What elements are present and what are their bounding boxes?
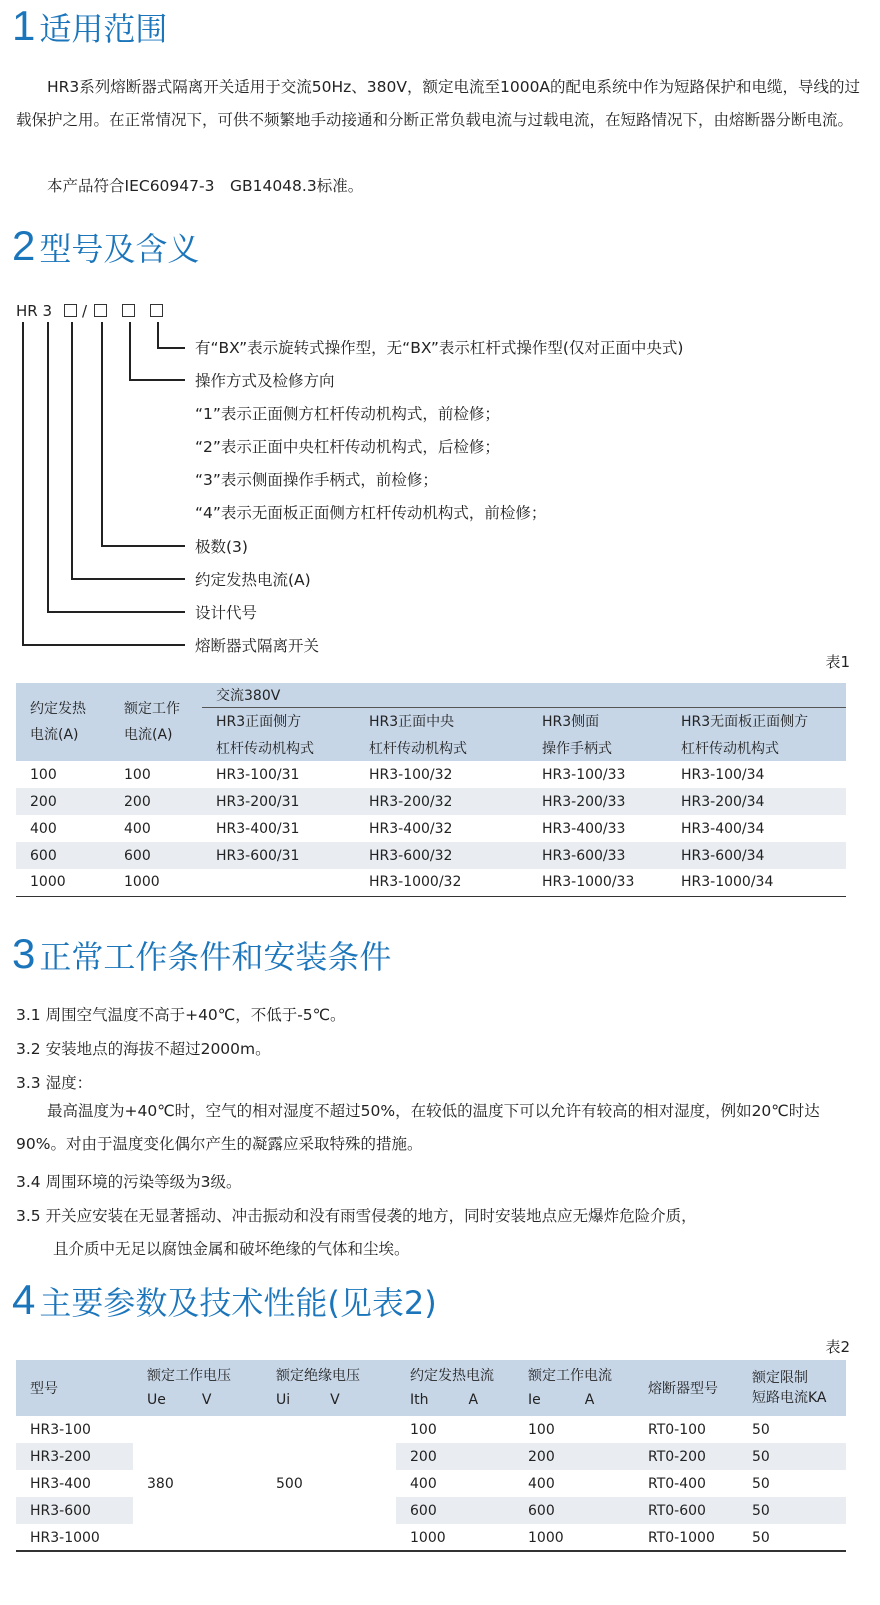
table1-caption: 表1 (825, 653, 850, 671)
table-1 (16, 683, 846, 897)
code-box-1 (64, 302, 77, 320)
section-2-title: 2 型号及含义 (12, 222, 200, 269)
table2-caption: 表2 (825, 1338, 850, 1356)
model-label-poles: 极数(3) (195, 538, 248, 556)
condition-3-3: 3.3 湿度： (16, 1074, 93, 1092)
table-row: 600 600 HR3-600/31 HR3-600/32 HR3-600/33 HR3-600/34 (16, 842, 846, 869)
connector-line (101, 545, 185, 547)
model-label-switch: 熔断器式隔离开关 (195, 637, 320, 655)
t1-subhead: 杠杆传动机构式 (681, 740, 779, 757)
table-row: HR3-1000 1000 1000 RT0-1000 50 (30, 1529, 770, 1546)
t1-subhead: 杠杆传动机构式 (369, 740, 467, 757)
t2-header-fuse: 熔断器型号 (648, 1381, 718, 1397)
t2-header-ith: 约定发热电流 Ith A (410, 1368, 494, 1408)
t1-header-rated-thermal: 约定发热 电流(A) (30, 701, 86, 743)
connector-line (71, 322, 73, 580)
connector-line (129, 379, 185, 381)
code-box-3 (122, 302, 135, 320)
t2-header-ie: 额定工作电流 Ie A (528, 1368, 612, 1408)
model-label-option-1: “1”表示正面侧方杠杆传动机构式，前检修； (195, 405, 500, 423)
table-row: 1000 1000 HR3-1000/32 HR3-1000/33 HR3-1000/34 (16, 869, 846, 896)
table-row: HR3-600 600 600 RT0-600 50 (16, 1497, 846, 1524)
connector-line (157, 347, 185, 349)
table-row: 200 200 HR3-200/31 HR3-200/32 HR3-200/33 HR3-200/34 (16, 788, 846, 815)
standard-paragraph: 本产品符合IEC60947-3 GB14048.3标准。 (47, 177, 364, 195)
model-label-design: 设计代号 (195, 604, 258, 622)
t1-subhead: HR3侧面 (542, 713, 600, 730)
table-row: 400 400 HR3-400/31 HR3-400/32 HR3-400/33 HR3-400/34 (30, 820, 765, 837)
table-row: HR3-400 400 400 RT0-400 50 (30, 1475, 770, 1492)
t2-header-ue: 额定工作电压 Ue V (147, 1368, 231, 1408)
model-label-option-4: “4”表示无面板正面侧方杠杆传动机构式，前检修； (195, 504, 547, 522)
t1-header-rated-working: 额定工作 电流(A) (124, 701, 180, 743)
section-1-title: 1 适用范围 (12, 2, 168, 49)
table2-bottom-rule (16, 1550, 846, 1552)
model-label-bx: 有“BX”表示旋转式操作型，无“BX”表示杠杆式操作型(仅对正面中央式) (195, 339, 684, 357)
condition-3-4: 3.4 周围环境的污染等级为3级。 (16, 1173, 242, 1191)
connector-line (47, 611, 185, 613)
table-2 (16, 1360, 846, 1551)
condition-3-5-cont: 且介质中无足以腐蚀金属和破坏绝缘的气体和尘埃。 (53, 1240, 410, 1258)
condition-3-2: 3.2 安装地点的海拔不超过2000m。 (16, 1040, 271, 1058)
t2-header-model: 型号 (30, 1381, 58, 1397)
condition-3-3-detail: 最高温度为+40℃时，空气的相对湿度不超过50%，在较低的温度下可以允许有较高的相对湿度，例如20℃时达90%。对由于温度变化偶尔产生的凝露应采取特殊的措施。 (16, 1102, 820, 1153)
connector-line (157, 322, 159, 349)
t1-subhead: 杠杆传动机构式 (216, 740, 314, 757)
scope-paragraph: HR3系列熔断器式隔离开关适用于交流50Hz、380V，额定电流至1000A的配电系统中作为短路保护和电缆，导线的过载保护之用。在正常情况下，可供不频繁地手动接通和分断正常负载电流与过载电流，在短路情况下，由熔断器分断电流。 (16, 78, 861, 129)
t1-subhead: HR3正面侧方 (216, 713, 302, 730)
model-label-option-3: “3”表示侧面操作手柄式，前检修； (195, 471, 438, 489)
connector-line (22, 322, 24, 646)
model-label-option-2: “2”表示正面中央杠杆传动机构式，后检修； (195, 438, 500, 456)
t1-subhead: 操作手柄式 (542, 740, 612, 757)
connector-line (47, 322, 49, 613)
model-label-operation: 操作方式及检修方向 (195, 372, 335, 390)
section-3-title: 3 正常工作条件和安装条件 (12, 930, 392, 977)
model-code-prefix: HR 3 (16, 302, 53, 320)
t1-header-group: 交流380V (202, 683, 846, 707)
t2-header-ui: 额定绝缘电压 Ui V (276, 1368, 360, 1408)
section-4-title: 4 主要参数及技术性能(见表2) (12, 1276, 437, 1323)
condition-3-1: 3.1 周围空气温度不高于+40℃，不低于-5℃。 (16, 1006, 346, 1024)
table-row: 100 100 HR3-100/31 HR3-100/32 HR3-100/33 HR3-100/34 (30, 766, 765, 783)
connector-line (71, 578, 185, 580)
connector-line (129, 322, 131, 381)
code-box-2 (94, 302, 107, 320)
connector-line (22, 644, 185, 646)
connector-line (101, 322, 103, 547)
model-label-current: 约定发热电流(A) (195, 571, 311, 589)
t2-ue-value: 380 (133, 1416, 262, 1551)
t2-header-limit: 额定限制 短路电流KA (752, 1370, 827, 1406)
code-slash: / (82, 302, 88, 320)
t1-subhead: HR3正面中央 (369, 713, 455, 730)
table-row: HR3-100 380 500 100 100 RT0-100 50 (16, 1416, 846, 1443)
condition-3-5: 3.5 开关应安装在无显著摇动、冲击振动和没有雨雪侵袭的地方，同时安装地点应无爆炸危险介质， (16, 1207, 697, 1225)
table-row: HR3-200 200 200 RT0-200 50 (16, 1443, 846, 1470)
t2-ui-value: 500 (262, 1416, 396, 1551)
code-box-4 (150, 302, 163, 320)
t1-subhead: HR3无面板正面侧方 (681, 713, 809, 730)
